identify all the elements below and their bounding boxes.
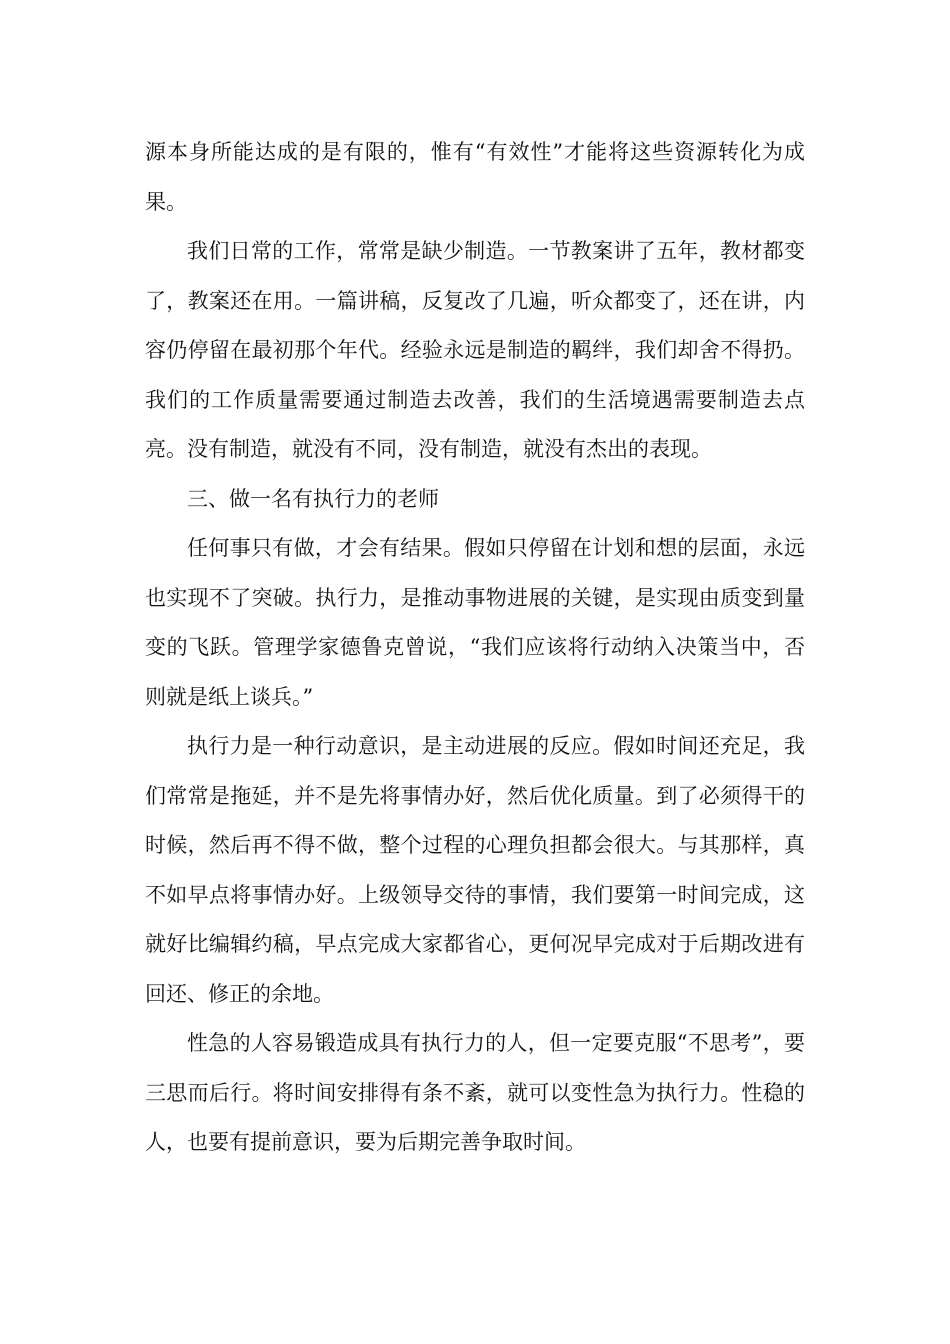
paragraph-creation: 我们日常的工作，常常是缺少制造。一节教案讲了五年，教材都变了，教案还在用。一篇讲稿，反复改了几遍，听众都变了，还在讲，内容仍停留在最初那个年代。经验永远是制造的羁绊，我们却舍不得扔。我们的工作质量需要通过制造去改善，我们的生活境遇需要制造去点亮。没有制造，就没有不同，没有制造，就没有杰出的表现。 (145, 239, 805, 461)
paragraph-action-results: 任何事只有做，才会有结果。假如只停留在计划和想的层面，永远也实现不了突破。执行力，是推动事物进展的关键，是实现由质变到量变的飞跃。管理学家德鲁克曾说，“我们应该将行动纳入决策当中，否则就是纸上谈兵。” (145, 536, 805, 709)
paragraph-temperament: 性急的人容易锻造成具有执行力的人，但一定要克服“不思考”，要三思而后行。将时间安排得有条不紊，就可以变性急为执行力。性稳的人，也要有提前意识，要为后期完善争取时间。 (145, 1031, 805, 1154)
paragraph-action-awareness: 执行力是一种行动意识，是主动进展的反应。假如时间还充足，我们常常是拖延，并不是先将事情办好，然后优化质量。到了必须得干的时候，然后再不得不做，整个过程的心理负担都会很大。与其那样，真不如早点将事情办好。上级领导交待的事情，我们要第一时间完成，这就好比编辑约稿，早点完成大家都省心，更何况早完成对于后期改进有回还、修正的余地。 (145, 734, 805, 1006)
document-page (145, 128, 805, 1168)
paragraph-resources: 源本身所能达成的是有限的，惟有“有效性”才能将这些资源转化为成果。 (145, 140, 805, 214)
section-heading-execution: 三、做一名有执行力的老师 (187, 486, 439, 511)
